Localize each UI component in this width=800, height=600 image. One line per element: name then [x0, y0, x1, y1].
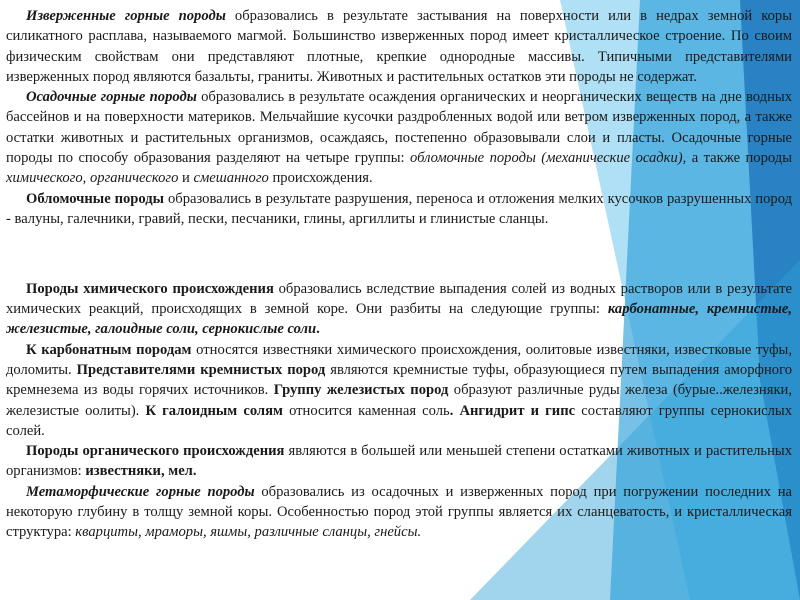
emphasis-run: К карбонатным породам [26, 341, 192, 358]
emphasis-run: известняки, мел. [85, 463, 197, 480]
text-body [6, 6, 792, 543]
text-run: происхождения. [268, 170, 373, 187]
emphasis-run: Обломочные породы [26, 190, 165, 207]
emphasis-run: . Ангидрит и гипс [449, 402, 576, 419]
text-run: образовались вследствие выпадения солей из водных растворов или в результате химических реакций, происходящих в земной коре. Они разбиты на следующие группы: [6, 280, 792, 318]
emphasis-run: Группу железистых пород [273, 382, 449, 399]
paragraph [6, 279, 792, 340]
text-run: относится каменная соль [282, 402, 450, 419]
text-run: являются кремнистые туфы, образующиеся путем выпадения аморфного кремнезема из воды горячих источников. [6, 361, 792, 399]
emphasis-run: . [316, 321, 320, 338]
emphasis-run: смешанного [193, 170, 269, 187]
paragraph [6, 340, 792, 441]
emphasis-run: Породы химического происхождения [26, 280, 274, 297]
emphasis-run: карбонатные, кремнистые, железистые, галоидные соли, сернокислые соли [6, 301, 792, 338]
text-run: относятся известняки химического происхождения, оолитовые известняки, известковые туфы, доломиты. [6, 341, 792, 378]
emphasis-run: Породы органического происхождения [26, 443, 285, 460]
paragraph [6, 189, 792, 230]
emphasis-run: Изверженные горные породы [26, 8, 226, 24]
text-run: , [82, 170, 90, 187]
blank-line [6, 244, 792, 264]
text-run: образуют различные руды железа (бурые..железняки, железистые оолиты). [6, 382, 792, 419]
text-run: образовались из осадочных и изверженных пород при погружении последних на некоторую глубину в толщу земной коры. Особенностью пород этой группы является их сланцеватость, и кристаллическая структура: [6, 483, 793, 541]
emphasis-run: химического [6, 170, 83, 187]
text-run: образовались в результате застывания на поверхности или в недрах земной коры силикатного расплава, называемого магмой. Большинство изверженных пород имеет кристаллическое строение. По своим физическим свойствам они представляют плотные, крепкие однородные массивы. Типичными представителями изверженных пород являются базальты, граниты. Животных и растительных остатков эти породы не содержат. [6, 8, 793, 85]
emphasis-run: Метаморфические горные породы [26, 483, 255, 500]
text-run: составляют группы сернокислых солей. [6, 402, 792, 439]
paragraph [6, 482, 792, 543]
text-run: , а также породы [682, 150, 792, 167]
text-run: являются в большей или меньшей степени остатками животных и растительных организмов: [6, 443, 793, 480]
emphasis-run: обломочные породы (механические осадки) [410, 150, 683, 167]
emphasis-run: К галоидным солям [145, 402, 283, 419]
paragraph [6, 6, 792, 87]
text-run: образовались в результате осаждения органических и неорганических веществ на дне водных бассейнов и на поверхности материков. Мельчайшие кусочки раздробленных водой или ветром изверженных пород, а также остатки животных и растительных организмов, осаждаясь, постепенно образовывали слои и пласты. Осадочные горные породы по способу образования разделяют на четыре группы: [6, 89, 792, 167]
emphasis-run: кварциты, мраморы, яшмы, различные сланцы, гнейсы. [75, 524, 422, 541]
paragraph [6, 87, 792, 188]
text-run: и [178, 170, 194, 187]
text-run: образовались в результате разрушения, переноса и отложения мелких кусочков разрушенных пород - валуны, галечники, гравий, пески, песчаники, глины, аргиллиты и глинистые сланцы. [6, 190, 793, 227]
paragraph [6, 441, 792, 482]
emphasis-run: органического [89, 170, 179, 187]
emphasis-run: Представителями кремнистых пород [76, 361, 326, 378]
emphasis-run: Осадочные горные породы [26, 89, 197, 106]
